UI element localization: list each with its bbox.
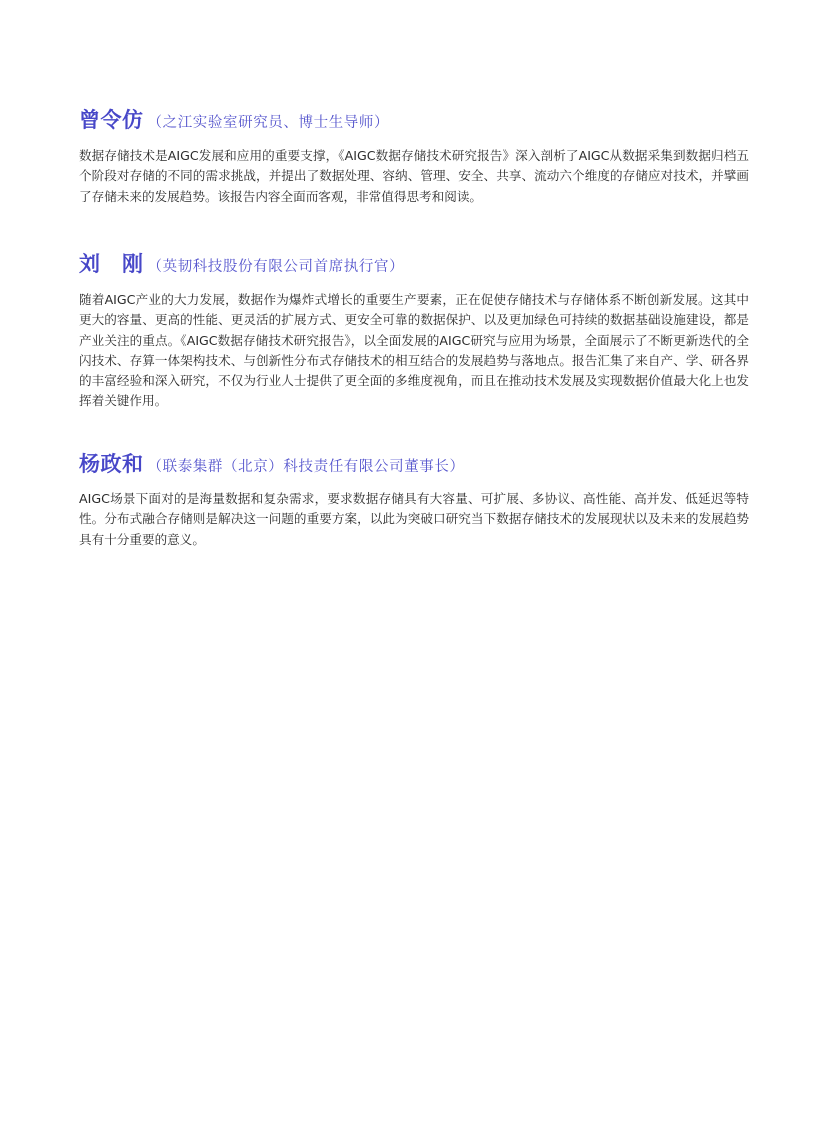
endorsement-zeng-lingfang [79,104,749,207]
endorsement-text: 随着AIGC产业的大力发展，数据作为爆炸式增长的重要生产要素，正在促使存储技术与存储体系不断创新发展。这其中更大的容量、更高的性能、更灵活的扩展方式、更安全可靠的数据保护、以及更加绿色可持续的数据基础设施建设，都是产业关注的重点。《AIGC数据存储技术研究报告》，以全面发展的AIGC研究与应用为场景，全面展示了不断更新迭代的全闪技术、存算一体架构技术、与创新性分布式存储技术的相互结合的发展趋势与落地点。报告汇集了来自产、学、研各界的丰富经验和深入研究，不仅为行业人士提供了更全面的多维度视角，而且在推动技术发展及实现数据价值最大化上也发挥着关键作用。 [79,292,749,409]
endorser-title: （英韧科技股份有限公司首席执行官） [147,259,405,275]
endorsement-text: AIGC场景下面对的是海量数据和复杂需求，要求数据存储具有大容量、可扩展、多协议、高性能、高并发、低延迟等特性。分布式融合存储则是解决这一问题的重要方案，以此为突破口研究当下数据存储技术的发展现状以及未来的发展趋势具有十分重要的意义。 [79,491,749,547]
endorsement-heading [79,104,749,134]
endorser-name: 曾令仿 [79,108,144,132]
endorsement-yang-zhenghe [79,448,749,550]
endorsement-text: 数据存储技术是AIGC发展和应用的重要支撑，《AIGC数据存储技术研究报告》深入剖析了AIGC从数据采集到数据归档五个阶段对存储的不同的需求挑战，并提出了数据处理、容纳、管理、安全、共享、流动六个维度的存储应对技术，并擘画了存储未来的发展趋势。该报告内容全面而客观，非常值得思考和阅读。 [79,148,749,204]
endorser-title: （之江实验室研究员、博士生导师） [147,115,390,131]
endorsement-liu-gang [79,248,749,412]
endorser-title: （联泰集群（北京）科技责任有限公司董事长） [147,459,465,475]
endorsement-heading [79,248,749,278]
endorsement-heading [79,448,749,478]
endorser-name: 刘 刚 [79,252,144,276]
endorser-name: 杨政和 [79,452,144,476]
